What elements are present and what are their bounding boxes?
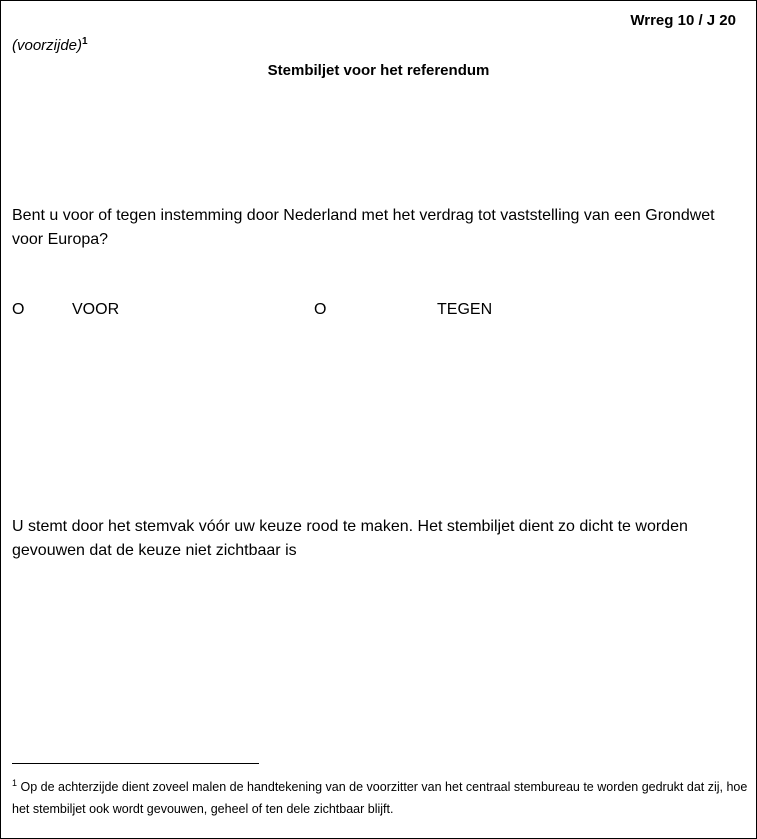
vote-box-tegen[interactable]: O xyxy=(314,301,327,318)
voting-instruction: U stemt door het stemvak vóór uw keuze rood te maken. Het stembiljet dient zo dicht te worden gevouwen dat de keuze niet zichtbaar is xyxy=(12,518,688,559)
side-footnote-ref: 1 xyxy=(82,36,88,47)
footnote-divider xyxy=(12,763,259,764)
form-code: Wrreg 10 / J 20 xyxy=(630,12,736,29)
side-label xyxy=(12,37,88,54)
referendum-question: Bent u voor of tegen instemming door Nederland met het verdrag tot vaststelling van een Grondwet voor Europa? xyxy=(12,207,715,248)
ballot-title: Stembiljet voor het referendum xyxy=(267,62,490,79)
option-label-voor: VOOR xyxy=(72,301,120,318)
footnote-text: Op de achterzijde dient zoveel malen de handtekening van de voorzitter van het centraal stembureau te worden gedrukt dat zij, hoe het stembiljet ook wordt gevouwen, geheel of ten dele zichtbaar blijft. xyxy=(12,780,748,816)
option-label-tegen: TEGEN xyxy=(437,301,493,318)
side-label-text: (voorzijde) xyxy=(12,37,83,54)
footnote-number: 1 xyxy=(12,777,18,788)
footnote xyxy=(12,776,752,820)
vote-box-voor[interactable]: O xyxy=(12,301,25,318)
